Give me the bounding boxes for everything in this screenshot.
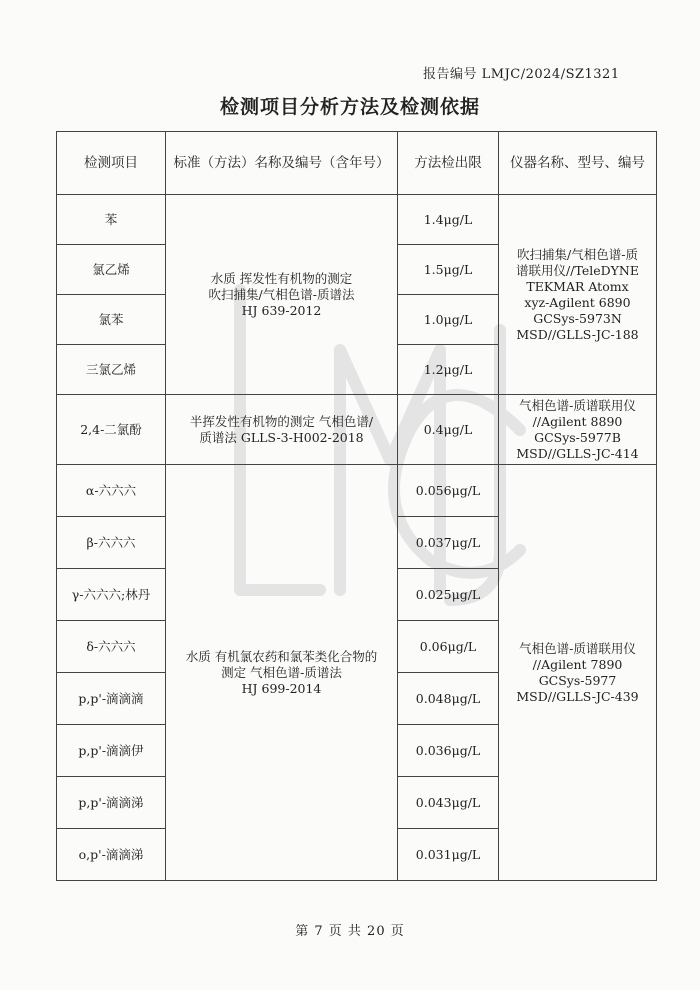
item-cell: p,p'-滴滴伊 <box>57 725 166 777</box>
limit-cell: 1.5μg/L <box>398 245 499 295</box>
header-limit: 方法检出限 <box>398 132 499 195</box>
instrument-line: 谱联用仪//TeleDYNE <box>516 262 639 278</box>
instrument-line: GCSys-5973N <box>533 310 622 326</box>
instrument-cell <box>499 395 657 465</box>
item-cell: 氯乙烯 <box>57 245 166 295</box>
standard-cell <box>166 195 398 395</box>
instrument-line: //Agilent 8890 <box>532 413 623 429</box>
limit-cell: 1.0μg/L <box>398 295 499 345</box>
item-cell: β-六六六 <box>57 517 166 569</box>
standard-line: 水质 有机氯农药和氯苯类化合物的 <box>185 648 378 664</box>
header-standard: 标准（方法）名称及编号（含年号） <box>166 132 398 195</box>
limit-cell: 0.043μg/L <box>398 777 499 829</box>
instrument-line: GCSys-5977 <box>538 672 617 688</box>
item-cell: 苯 <box>57 195 166 245</box>
standard-cell <box>166 465 398 881</box>
limit-cell: 0.4μg/L <box>398 395 499 465</box>
standard-line: 吹扫捕集/气相色谱-质谱法 <box>208 286 355 302</box>
page-footer: 第 7 页 共 20 页 <box>295 924 405 939</box>
standard-line: HJ 699-2014 <box>241 680 322 696</box>
header-instrument: 仪器名称、型号、编号 <box>499 132 657 195</box>
limit-cell: 1.2μg/L <box>398 345 499 395</box>
standard-cell <box>166 395 398 465</box>
standard-line: 水质 挥发性有机物的测定 <box>210 270 353 286</box>
instrument-cell <box>499 195 657 395</box>
item-cell: δ-六六六 <box>57 621 166 673</box>
standard-line: HJ 639-2012 <box>241 302 322 318</box>
table-header-row <box>57 132 657 195</box>
instrument-line: MSD//GLLS-JC-439 <box>516 688 639 704</box>
instrument-line: 吹扫捕集/气相色谱-质 <box>517 246 638 262</box>
page-title: 检测项目分析方法及检测依据 <box>219 96 480 118</box>
instrument-line: MSD//GLLS-JC-414 <box>516 445 639 461</box>
limit-cell: 0.031μg/L <box>398 829 499 881</box>
item-cell: o,p'-滴滴涕 <box>57 829 166 881</box>
instrument-line: MSD//GLLS-JC-188 <box>516 326 639 342</box>
limit-cell: 0.025μg/L <box>398 569 499 621</box>
item-cell: 三氯乙烯 <box>57 345 166 395</box>
limit-cell: 1.4μg/L <box>398 195 499 245</box>
table-row <box>57 395 657 465</box>
limit-cell: 0.036μg/L <box>398 725 499 777</box>
analysis-methods-table <box>56 131 657 881</box>
table-row <box>57 195 657 245</box>
item-cell: p,p'-滴滴滴 <box>57 673 166 725</box>
report-number: 报告编号 LMJC/2024/SZ1321 <box>423 67 620 82</box>
instrument-line: 气相色谱-质谱联用仪 <box>519 640 636 656</box>
limit-cell: 0.048μg/L <box>398 673 499 725</box>
instrument-cell <box>499 465 657 881</box>
item-cell: γ-六六六;林丹 <box>57 569 166 621</box>
item-cell: 2,4-二氯酚 <box>57 395 166 465</box>
standard-line: 半挥发性有机物的测定 气相色谱/ <box>189 413 374 429</box>
limit-cell: 0.056μg/L <box>398 465 499 517</box>
item-cell: p,p'-滴滴涕 <box>57 777 166 829</box>
instrument-line: //Agilent 7890 <box>532 656 623 672</box>
instrument-line: TEKMAR Atomx <box>526 278 629 294</box>
instrument-line: xyz-Agilent 6890 <box>524 294 631 310</box>
item-cell: α-六六六 <box>57 465 166 517</box>
limit-cell: 0.037μg/L <box>398 517 499 569</box>
standard-line: 质谱法 GLLS-3-H002-2018 <box>199 429 364 445</box>
standard-line: 测定 气相色谱-质谱法 <box>221 664 342 680</box>
instrument-line: 气相色谱-质谱联用仪 <box>519 397 636 413</box>
table-row <box>57 465 657 517</box>
limit-cell: 0.06μg/L <box>398 621 499 673</box>
item-cell: 氯苯 <box>57 295 166 345</box>
instrument-line: GCSys-5977B <box>534 429 621 445</box>
header-item: 检测项目 <box>57 132 166 195</box>
